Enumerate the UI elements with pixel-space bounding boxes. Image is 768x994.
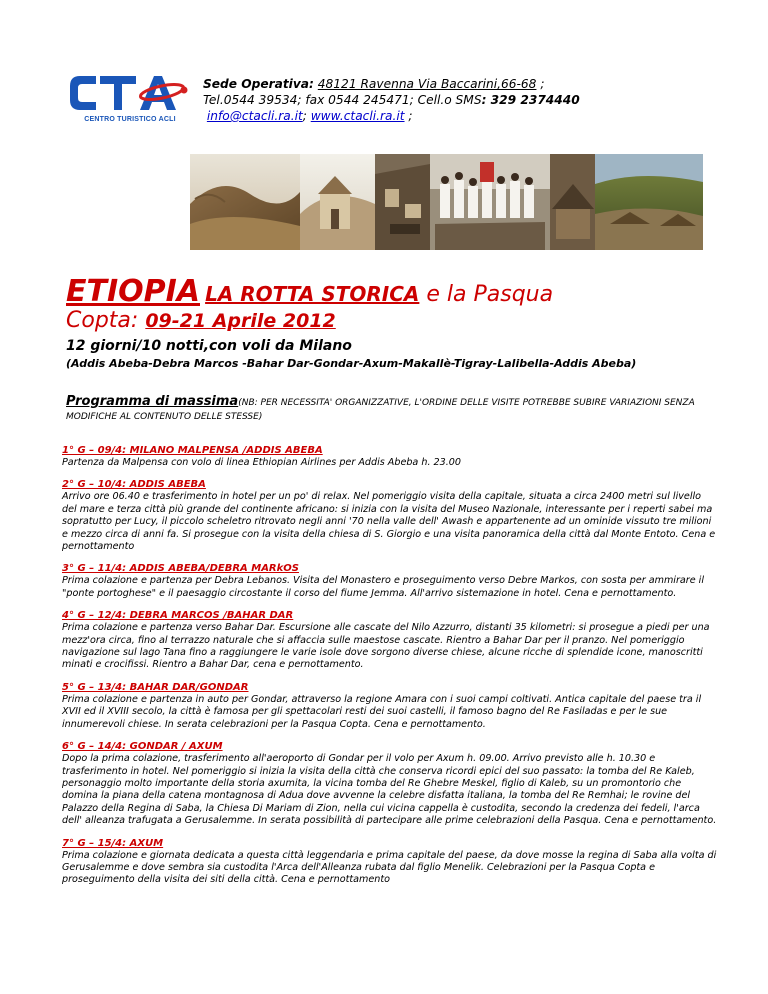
contact-block xyxy=(203,76,580,124)
photo-strip xyxy=(190,154,703,250)
day-3 xyxy=(62,562,718,600)
day-text: Prima colazione e giornata dedicata a questa città leggendaria e prima capitale del paese, da dove mosse la regina di Saba alla volta di Gerusalemme e dove sembra sia custodita l'Arca dell'Alleanza rubata dal figlio Menelik. Celebrazioni per la Pasqua Copta e proseguimento della visita dei siti della città. Cena e pernottamento xyxy=(62,849,717,886)
sede-label: Sede Operativa: xyxy=(203,77,314,91)
phone-line xyxy=(203,92,580,108)
day-text: Prima colazione e partenza per Debra Lebanos. Visita del Monastero e proseguimento verso Debre Markos, con sosta per ammirare il "ponte portoghese" e il paesaggio circostante il corso del fiume Jemma. All'arrivo sistemazione in hotel. Cena e pernottamento. xyxy=(62,575,705,599)
title-pasqua: e la Pasqua xyxy=(419,282,554,307)
website-link[interactable]: www.ctacli.ra.it xyxy=(310,109,405,123)
day-title: 7° G – 15/4: AXUM xyxy=(62,837,164,849)
day-text: Prima colazione e partenza verso Bahar Dar. Escursione alle cascate del Nilo Azzurro, distanti 35 kilometri: si prosegue a piedi per una mezz'ora circa, fino al terrazzo naturale che si affaccia sulle maestose cascate. Rientro a Bahar Dar per il pranzo. Nel pomeriggio navigazione sul lago Tana fino a raggiungere le varie isole dove sorgono diverse chiese, alcune ricche di splendide icone, manoscritti minati e crocifissi. Rientro a Bahar Dar, cena e pernottamento. xyxy=(62,622,710,671)
photo-landscape-2 xyxy=(595,154,703,250)
sede-line xyxy=(203,76,580,92)
logo-caption: CENTRO TURISTICO ACLI xyxy=(84,116,176,123)
website-after: ; xyxy=(404,109,413,123)
day-1 xyxy=(62,444,718,469)
title-dates: 09-21 Aprile 2012 xyxy=(145,310,336,332)
program-note: (NB: PER NECESSITA' ORGANIZZATIVE, L'ORDINE DELLE VISITE POTREBBE SUBIRE VARIAZIONI SENZA MODIFICHE AL CONTENUTO DELLE STESSE) xyxy=(66,398,695,422)
title-line-2 xyxy=(66,308,336,333)
day-title: 4° G – 12/4: DEBRA MARCOS /BAHAR DAR xyxy=(62,610,294,622)
day-title: 3° G – 11/4: ADDIS ABEBA/DEBRA MARkOS xyxy=(62,563,299,575)
photo-celebration-crowd xyxy=(430,154,550,250)
day-title: 6° G – 14/4: GONDAR / AXUM xyxy=(62,741,223,753)
day-6 xyxy=(62,740,718,827)
email-link[interactable]: info@ctacli.ra.it xyxy=(206,109,303,123)
photo-rock-village xyxy=(375,154,430,250)
web-sep: ; xyxy=(302,109,311,123)
title-line-1 xyxy=(66,274,553,309)
photo-landscape-1 xyxy=(190,154,300,250)
day-text: Partenza da Malpensa con volo di linea Ethiopian Airlines per Addis Abeba h. 23.00 xyxy=(62,457,462,468)
day-5 xyxy=(62,681,718,731)
phone-text: Tel.0544 39534; fax 0544 245471; Cell.o SMS xyxy=(203,93,482,107)
day-2 xyxy=(62,478,718,553)
day-text: Prima colazione e partenza in auto per Gondar, attraverso la regione Amara con i suoi campi coltivati. Antica capitale del paese tra il XVII ed il XVIII secolo, la città è famosa per gli spettacolari resti dei suoi castelli, il famoso bagno del Re Fasiladas e per le sue innumerevoli chiese. In serata celebrazioni per la Pasqua Copta. Cena e pernottamento. xyxy=(62,693,702,730)
title-etiopia: ETIOPIA xyxy=(66,274,200,309)
day-text: Dopo la prima colazione, trasferimento all'aeroporto di Gondar per il volo per Axum h. 09.00. Arrivo previsto alle h. 10.30 e trasferimento in hotel. Nel pomeriggio si inizia la visita della città che conserva ricordi epici del suo passato: la tomba del Re Kaleb, personaggio molto importante della storia axumita, la vicina tomba del Re Ghebre Meskel, figlio di Kaleb, su un promontorio che domina la piana della catena montagnosa di Adua dove avvenne la celebre disfatta italiana, la tomba del Re Remhai; le rovine del Palazzo della Regina di Saba, la Chiesa Di Mariam di Zion, nella cui vicina cappella è custodita, secondo la credenza dei fedeli, l'arca dell' alleanza trafugata a Gerusalemme. In serata possibilità di partecipare alle prime celebrazioni della Pasqua. Cena e pernottamento. xyxy=(62,753,717,827)
sede-address: 48121 Ravenna Via Baccarini,66-68 xyxy=(317,77,537,91)
day-title: 2° G – 10/4: ADDIS ABEBA xyxy=(62,479,206,491)
day-title: 5° G – 13/4: BAHAR DAR/GONDAR xyxy=(62,681,249,693)
trip-duration: 12 giorni/10 notti,con voli da Milano xyxy=(66,338,352,354)
program-title: Programma di massima xyxy=(66,394,239,409)
day-4 xyxy=(62,609,718,672)
title-copta: Copta: xyxy=(66,308,146,333)
sede-after: ; xyxy=(536,77,545,91)
day-title: 1° G – 09/4: MILANO MALPENSA /ADDIS ABEBA xyxy=(62,445,323,456)
day-7 xyxy=(62,837,718,887)
itinerary-days xyxy=(62,444,718,896)
title-rotta-storica: LA ROTTA STORICA xyxy=(205,282,420,306)
sms-number: : 329 2374440 xyxy=(481,93,580,107)
photo-church xyxy=(300,154,375,250)
cta-logo xyxy=(66,70,194,130)
program-heading xyxy=(66,395,716,424)
trip-itinerary: (Addis Abeba-Debra Marcos -Bahar Dar-Gondar-Axum-Makallè-Tigray-Lalibella-Addis Abeba) xyxy=(66,357,637,370)
photo-huts xyxy=(550,154,595,250)
web-line xyxy=(203,108,580,124)
day-text: Arrivo ore 06.40 e trasferimento in hotel per un po' di relax. Nel pomeriggio visita della capitale, situata a circa 2400 metri sul livello del mare e terza città più grande del continente africano: si inizia con la visita del Museo Nazionale, interessante per i reperti sabei ma sopratutto per Lucy, il piccolo scheletro ritrovato negli anni '70 nella valle dell' Awash e appartenente ad un ominide vissuto tre milioni e mezzo circa di anni fa. Si prosegue con la visita della chiesa di S. Giorgio e una visita panoramica della città dal Monte Entoto. Cena e pernottamento xyxy=(62,491,716,553)
